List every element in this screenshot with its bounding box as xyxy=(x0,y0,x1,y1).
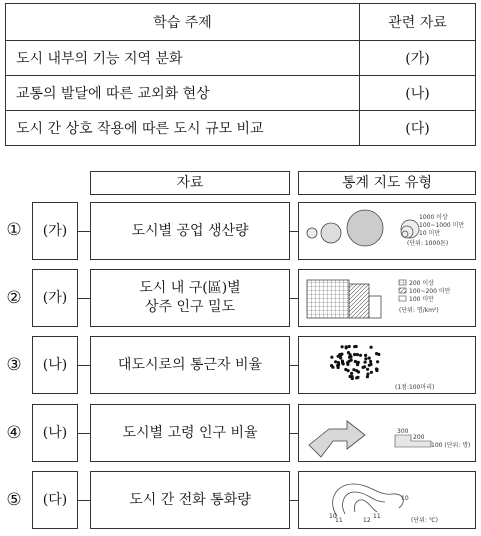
option-number: ⑤ xyxy=(6,490,22,510)
map-dot xyxy=(369,360,372,363)
map-dot xyxy=(347,369,350,372)
legend-text: 10 xyxy=(401,495,409,502)
table-row xyxy=(6,41,476,76)
topic-cell: 도시 내부의 기능 지역 분화 xyxy=(6,41,360,76)
header-material: 관련 자료 xyxy=(360,4,476,41)
legend-text: 200 이상 xyxy=(409,280,434,287)
option-material: (나) xyxy=(32,404,78,462)
map-dot xyxy=(345,345,348,348)
legend-text: (단위: ℃) xyxy=(411,517,438,524)
map-dot xyxy=(341,345,344,348)
map-dot xyxy=(362,366,365,369)
isoline-map-icon xyxy=(298,471,476,529)
map-dot xyxy=(354,360,357,363)
legend-text: 300 xyxy=(397,428,409,435)
map-dot xyxy=(348,356,351,359)
connector-line xyxy=(78,231,90,232)
legend-text: 100 (단위: 명) xyxy=(431,442,471,449)
connector-line xyxy=(290,365,298,366)
map-dot xyxy=(348,360,351,363)
legend-text: 11 xyxy=(335,517,343,524)
map-dot xyxy=(353,353,356,356)
map-dot xyxy=(348,345,351,348)
map-dot xyxy=(356,376,359,379)
flow-map-icon xyxy=(298,404,476,462)
material-cell: (다) xyxy=(360,111,476,146)
header-topic: 학습 주제 xyxy=(6,4,360,41)
map-dot xyxy=(357,361,360,364)
option-material: (가) xyxy=(32,269,78,327)
option-data: 도시별 고령 인구 비율 xyxy=(90,404,290,462)
map-type-column-header: 통계 지도 유형 xyxy=(298,171,476,195)
map-dot xyxy=(359,354,362,357)
connector-line xyxy=(290,500,298,501)
map-dot xyxy=(370,346,373,349)
map-dot xyxy=(341,361,344,364)
map-dot xyxy=(352,368,355,371)
legend-text: (1점:100마리) xyxy=(395,384,435,391)
option-data: 도시 간 전화 통화량 xyxy=(90,471,290,529)
map-dot xyxy=(375,369,378,372)
option-number: ④ xyxy=(6,423,22,443)
map-dot xyxy=(347,351,350,354)
topics-table xyxy=(5,3,476,146)
option-number: ① xyxy=(6,220,22,240)
option-number: ② xyxy=(6,288,22,308)
map-dot xyxy=(334,360,337,363)
legend-text: 100~200 미만 xyxy=(409,288,451,295)
option-data: 대도시로의 통근자 비율 xyxy=(90,336,290,394)
map-dot xyxy=(330,356,333,359)
dot-map-icon xyxy=(298,336,476,394)
topic-cell: 도시 간 상호 작용에 따른 도시 규모 비교 xyxy=(6,111,360,146)
map-dot xyxy=(364,354,367,357)
option-number: ③ xyxy=(6,355,22,375)
option-data: 도시별 공업 생산량 xyxy=(90,202,290,260)
legend-text: 10 미만 xyxy=(419,230,441,237)
legend-text: 100~1000 미만 xyxy=(419,222,465,229)
map-dot xyxy=(356,353,359,356)
map-dot xyxy=(366,372,369,375)
topic-cell: 교통의 발달에 따른 교외화 현상 xyxy=(6,76,360,111)
map-dot xyxy=(346,363,349,366)
legend-text: 12 xyxy=(363,517,371,524)
map-dot xyxy=(364,361,367,364)
option-data-line: 상주 인구 밀도 xyxy=(144,299,236,315)
map-dot xyxy=(330,364,333,367)
map-dot xyxy=(370,371,373,374)
legend-text: 11 xyxy=(373,513,381,520)
connector-line xyxy=(78,500,90,501)
legend-text: 100 미만 xyxy=(409,296,434,303)
material-cell: (가) xyxy=(360,41,476,76)
map-dot xyxy=(338,353,341,356)
map-dot xyxy=(364,357,367,360)
legend-text: 10 xyxy=(329,513,337,520)
connector-line xyxy=(78,298,90,299)
table-row xyxy=(6,111,476,146)
topics-header-row xyxy=(6,4,476,41)
option-material: (다) xyxy=(32,471,78,529)
map-dot xyxy=(351,377,354,380)
map-dot xyxy=(368,357,371,360)
graduated-circle-map-icon xyxy=(298,202,476,260)
legend-text: 200 xyxy=(413,434,425,441)
map-dot xyxy=(366,375,369,378)
option-data xyxy=(90,269,290,327)
option-data-line: 도시 내 구(區)별 xyxy=(139,280,241,296)
option-material: (나) xyxy=(32,336,78,394)
map-dot xyxy=(353,345,356,348)
map-dot xyxy=(375,352,378,355)
map-dot xyxy=(368,364,371,367)
map-dot xyxy=(376,360,379,363)
legend-text: (단위: 1000톤) xyxy=(407,240,449,247)
map-dot xyxy=(366,368,369,371)
legend-text: 1000 이상 xyxy=(419,214,448,221)
connector-line xyxy=(290,298,298,299)
connector-line xyxy=(290,231,298,232)
material-cell: (나) xyxy=(360,76,476,111)
legend-text: (단위: 명/km²) xyxy=(399,307,439,314)
option-material: (가) xyxy=(32,202,78,260)
map-dot xyxy=(350,372,353,375)
map-dot xyxy=(355,369,358,372)
choropleth-map-icon xyxy=(298,269,476,327)
map-dot xyxy=(339,356,342,359)
map-dot xyxy=(337,361,340,364)
connector-line xyxy=(78,433,90,434)
connector-line xyxy=(290,433,298,434)
connector-line xyxy=(78,365,90,366)
table-row xyxy=(6,76,476,111)
data-column-header: 자료 xyxy=(90,171,290,195)
